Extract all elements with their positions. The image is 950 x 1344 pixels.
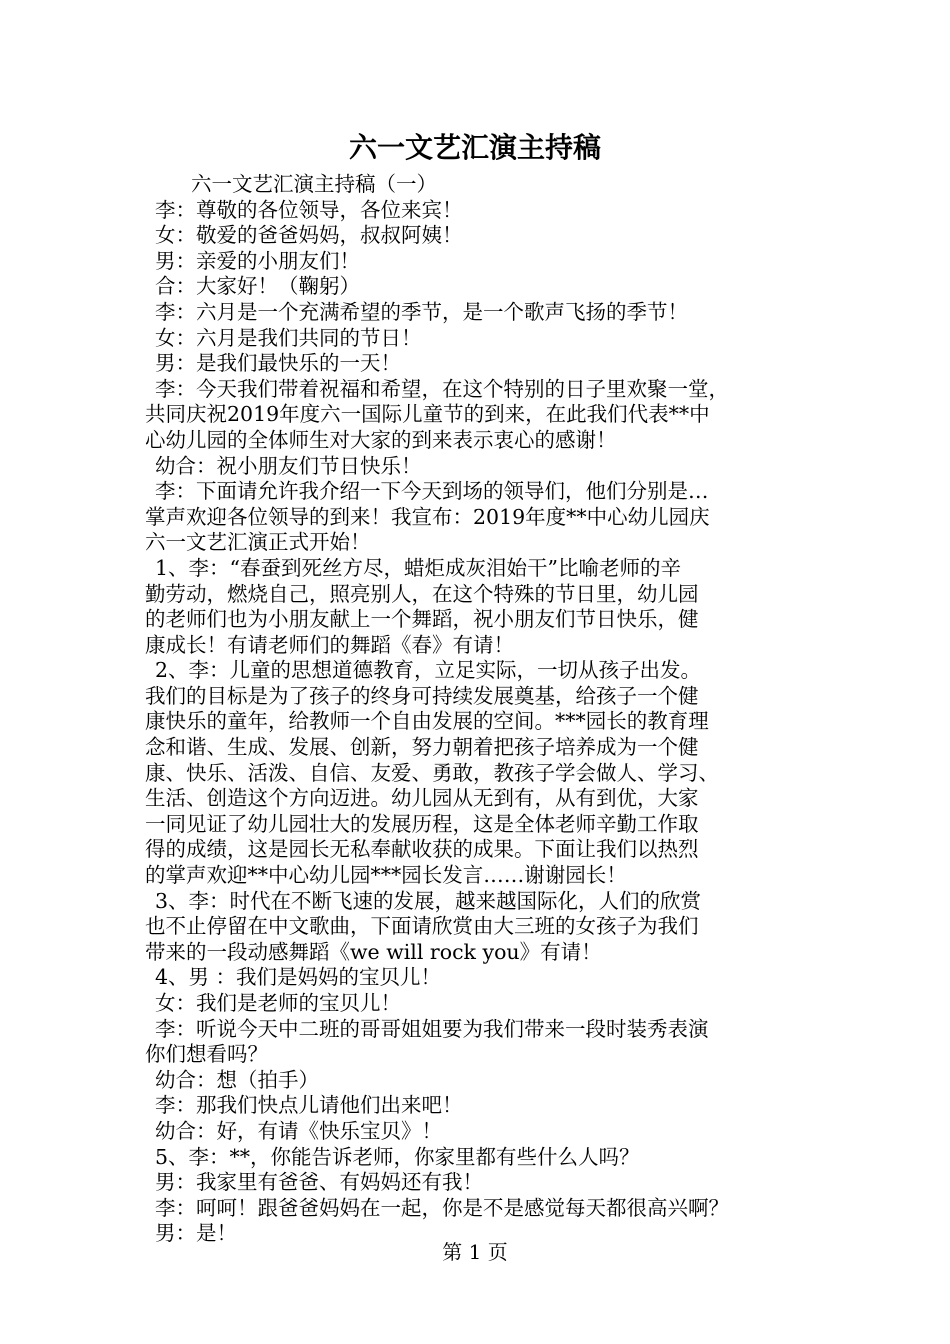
- text-line: 男：是我们最快乐的一天！: [155, 351, 401, 376]
- text-line: 生活、创造这个方向迈进。幼儿园从无到有，从有到优，大家: [145, 786, 699, 811]
- text-line: 的掌声欢迎**中心幼儿园***园长发言……谢谢园长！: [145, 863, 627, 888]
- text-line: 心幼儿园的全体师生对大家的到来表示衷心的感谢！: [145, 427, 617, 452]
- text-line: 3、李：时代在不断飞速的发展，越来越国际化，人们的欣赏: [155, 888, 702, 913]
- text-line: 勤劳动，燃烧自己，照亮别人，在这个特殊的节日里，幼儿园: [145, 581, 699, 606]
- text-line: 六一文艺汇演主持稿（一）: [191, 172, 437, 196]
- text-line: 带来的一段动感舞蹈《we will rock you》有请！: [145, 939, 602, 964]
- text-line: 1、李：“春蚕到死丝方尽，蜡炬成灰泪始干”比喻老师的辛: [155, 555, 682, 580]
- text-line: 女：我们是老师的宝贝儿！: [155, 991, 401, 1015]
- text-line: 幼合：祝小朋友们节日快乐！: [155, 453, 422, 478]
- text-line: 4、男 ：我们是妈妈的宝贝儿！: [155, 965, 442, 990]
- text-line: 李：听说今天中二班的哥哥姐姐要为我们带来一段时装秀表演: [155, 1016, 709, 1041]
- text-line: 男：亲爱的小朋友们！: [155, 248, 360, 273]
- text-line: 念和谐、生成、发展、创新，努力朝着把孩子培养成为一个健: [145, 735, 699, 760]
- text-line: 李：那我们快点儿请他们出来吧！: [155, 1093, 463, 1118]
- text-line: 康成长！有请老师们的舞蹈《春》有请！: [145, 632, 514, 657]
- text-line: 李：六月是一个充满希望的季节，是一个歌声飞扬的季节！: [155, 299, 688, 324]
- text-line: 我们的目标是为了孩子的终身可持续发展奠基，给孩子一个健: [145, 683, 699, 708]
- document-body: [145, 172, 815, 1247]
- text-line: 一同见证了幼儿园壮大的发展历程，这是全体老师辛勤工作取: [145, 811, 699, 836]
- document-title: 六一文艺汇演主持稿: [348, 131, 601, 164]
- text-line: 合：大家好！（鞠躬）: [155, 274, 360, 299]
- text-line: 女：敬爱的爸爸妈妈，叔叔阿姨！: [155, 223, 463, 248]
- page-footer: 第 1 页: [442, 1240, 508, 1264]
- text-line: 李：尊敬的各位领导，各位来宾！: [155, 197, 463, 222]
- text-line: 李：今天我们带着祝福和希望，在这个特别的日子里欢聚一堂，: [155, 376, 729, 401]
- text-line: 康快乐的童年，给教师一个自由发展的空间。***园长的教育理: [145, 709, 709, 734]
- text-line: 男：我家里有爸爸、有妈妈还有我！: [155, 1170, 483, 1195]
- text-line: 幼合：好，有请《快乐宝贝》！: [155, 1118, 442, 1143]
- text-line: 六一文艺汇演正式开始！: [145, 530, 371, 555]
- text-line: 也不止停留在中文歌曲，下面请欣赏由大三班的女孩子为我们: [145, 914, 699, 939]
- text-line: 你们想看吗？: [145, 1042, 268, 1067]
- text-line: 女：六月是我们共同的节日！: [155, 325, 422, 350]
- text-line: 得的成绩，这是园长无私奉献收获的成果。下面让我们以热烈: [145, 837, 699, 862]
- text-line: 男：是！: [155, 1221, 237, 1246]
- text-line: 5、李：**，你能告诉老师，你家里都有些什么人吗？: [155, 1144, 640, 1169]
- text-line: 李：下面请允许我介绍一下今天到场的领导们，他们分别是…: [155, 479, 709, 504]
- text-line: 康、快乐、活泼、自信、友爱、勇敢，教孩子学会做人、学习、: [145, 760, 719, 785]
- text-line: 共同庆祝2019年度六一国际儿童节的到来，在此我们代表**中: [145, 402, 710, 427]
- text-line: 的老师们也为小朋友献上一个舞蹈，祝小朋友们节日快乐，健: [145, 607, 699, 632]
- text-line: 2、李：儿童的思想道德教育，立足实际，一切从孩子出发。: [155, 658, 702, 683]
- text-line: 幼合：想（拍手）: [155, 1067, 319, 1092]
- text-line: 掌声欢迎各位领导的到来！我宣布：2019年度**中心幼儿园庆: [145, 504, 710, 529]
- text-line: 李：呵呵！跟爸爸妈妈在一起，你是不是感觉每天都很高兴啊？: [155, 1195, 729, 1220]
